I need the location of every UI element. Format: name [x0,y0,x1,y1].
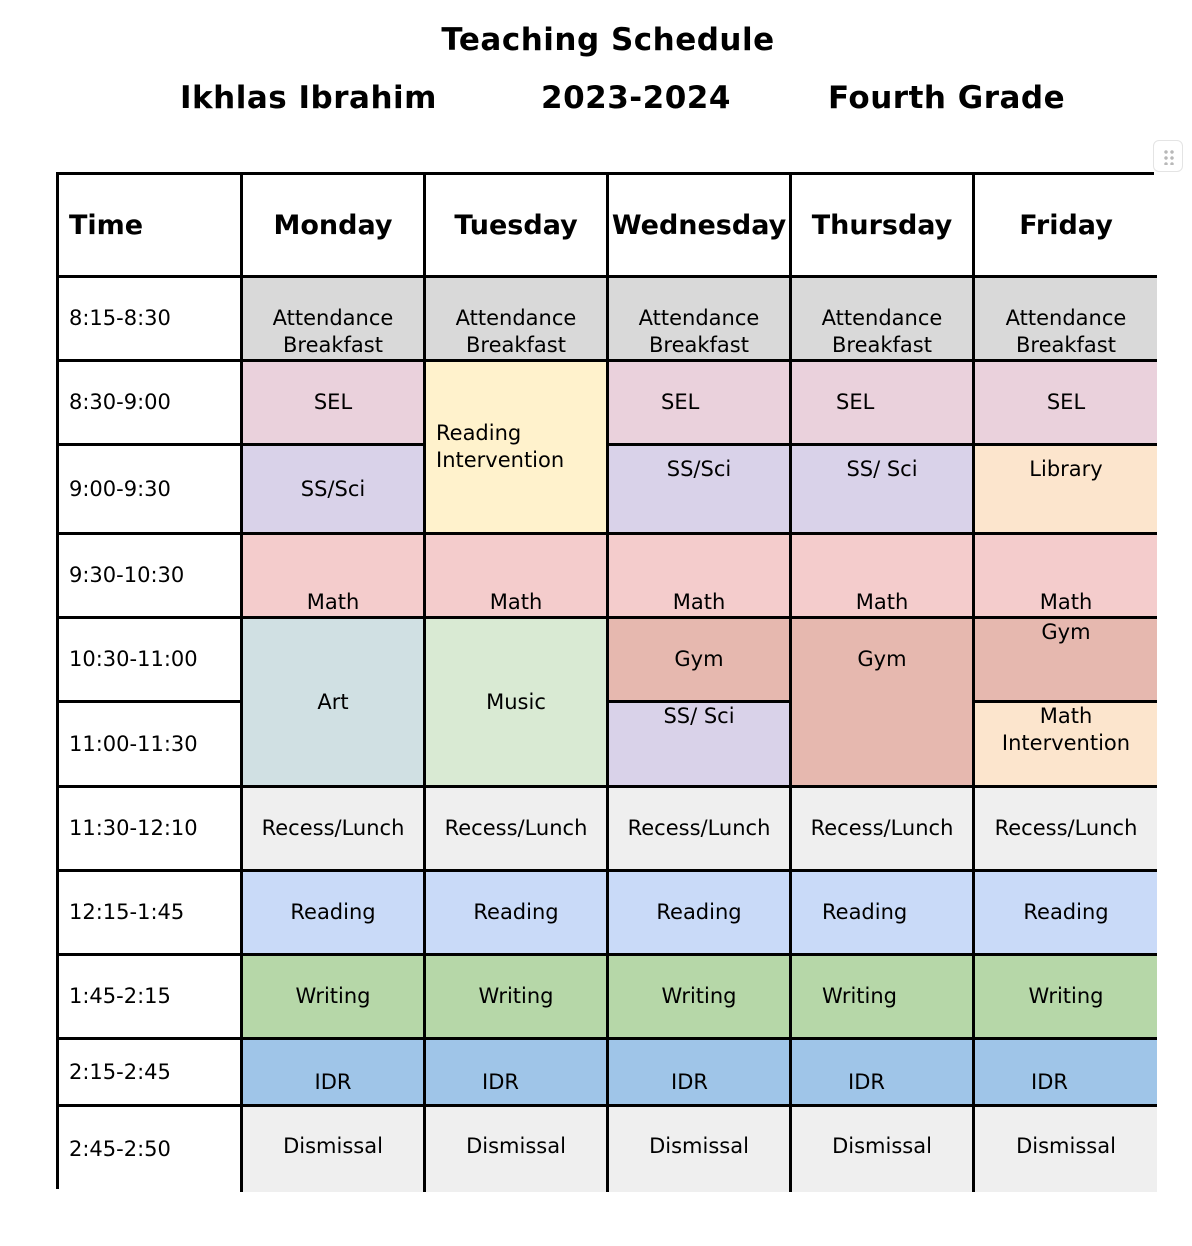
cell-tue-reading-intervention: Reading Intervention [426,362,609,535]
time-slot: 9:30-10:30 [59,535,243,619]
cell-thu-gym: Gym [792,619,975,788]
cell-fri-math: Math [975,535,1157,619]
cell-thu-attendance: Attendance Breakfast [792,278,975,362]
cell-mon-writing: Writing [243,956,426,1040]
cell-thu-math: Math [792,535,975,619]
cell-mon-math: Math [243,535,426,619]
time-slot: 11:00-11:30 [59,703,243,788]
time-slot: 11:30-12:10 [59,788,243,872]
cell-mon-sssci: SS/Sci [243,446,426,535]
cell-thu-reading: Reading [792,872,975,956]
cell-wed-attendance: Attendance Breakfast [609,278,792,362]
time-slot: 8:30-9:00 [59,362,243,446]
cell-wed-lunch: Recess/Lunch [609,788,792,872]
column-header-wednesday: Wednesday [609,175,792,278]
cell-tue-dismissal: Dismissal [426,1107,609,1192]
cell-tue-music: Music [426,619,609,788]
column-header-thursday: Thursday [792,175,975,278]
cell-wed-writing: Writing [609,956,792,1040]
cell-wed-sel: SEL [609,362,792,446]
cell-mon-attendance: Attendance Breakfast [243,278,426,362]
cell-wed-dismissal: Dismissal [609,1107,792,1192]
cell-mon-reading: Reading [243,872,426,956]
table-drag-handle[interactable] [1153,140,1183,172]
cell-fri-gym: Gym [975,619,1157,703]
cell-thu-dismissal: Dismissal [792,1107,975,1192]
cell-thu-sel: SEL [792,362,975,446]
time-slot: 12:15-1:45 [59,872,243,956]
time-slot: 2:15-2:45 [59,1040,243,1107]
time-slot: 10:30-11:00 [59,619,243,703]
cell-fri-sel: SEL [975,362,1157,446]
time-slot: 9:00-9:30 [59,446,243,535]
cell-thu-idr: IDR [792,1040,975,1107]
cell-tue-reading: Reading [426,872,609,956]
cell-thu-writing: Writing [792,956,975,1040]
grade-level: Fourth Grade [828,80,1066,116]
column-header-monday: Monday [243,175,426,278]
time-slot: 2:45-2:50 [59,1107,243,1192]
time-slot: 1:45-2:15 [59,956,243,1040]
cell-mon-art: Art [243,619,426,788]
cell-tue-math: Math [426,535,609,619]
cell-wed-gym: Gym [609,619,792,703]
cell-fri-writing: Writing [975,956,1157,1040]
teacher-name: Ikhlas Ibrahim [180,80,437,116]
column-header-friday: Friday [975,175,1157,278]
cell-wed-math: Math [609,535,792,619]
cell-mon-sel: SEL [243,362,426,446]
cell-fri-attendance: Attendance Breakfast [975,278,1157,362]
column-header-time: Time [59,175,243,278]
cell-wed-idr: IDR [609,1040,792,1107]
cell-mon-dismissal: Dismissal [243,1107,426,1192]
cell-fri-reading: Reading [975,872,1157,956]
cell-wed-reading: Reading [609,872,792,956]
cell-fri-dismissal: Dismissal [975,1107,1157,1192]
cell-tue-attendance: Attendance Breakfast [426,278,609,362]
cell-tue-writing: Writing [426,956,609,1040]
cell-wed-sssci-2: SS/ Sci [609,703,792,788]
cell-fri-math-intervention: Math Intervention [975,703,1157,788]
page-title: Teaching Schedule [441,22,775,58]
cell-thu-lunch: Recess/Lunch [792,788,975,872]
cell-fri-idr: IDR [975,1040,1157,1107]
time-slot: 8:15-8:30 [59,278,243,362]
schedule-table [56,172,1154,1189]
cell-mon-lunch: Recess/Lunch [243,788,426,872]
cell-tue-idr: IDR [426,1040,609,1107]
cell-wed-sssci: SS/Sci [609,446,792,535]
cell-fri-library: Library [975,446,1157,535]
cell-tue-lunch: Recess/Lunch [426,788,609,872]
drag-dots-icon [1163,149,1175,165]
school-year: 2023-2024 [541,80,731,116]
cell-thu-sssci: SS/ Sci [792,446,975,535]
cell-fri-lunch: Recess/Lunch [975,788,1157,872]
cell-mon-idr: IDR [243,1040,426,1107]
column-header-tuesday: Tuesday [426,175,609,278]
